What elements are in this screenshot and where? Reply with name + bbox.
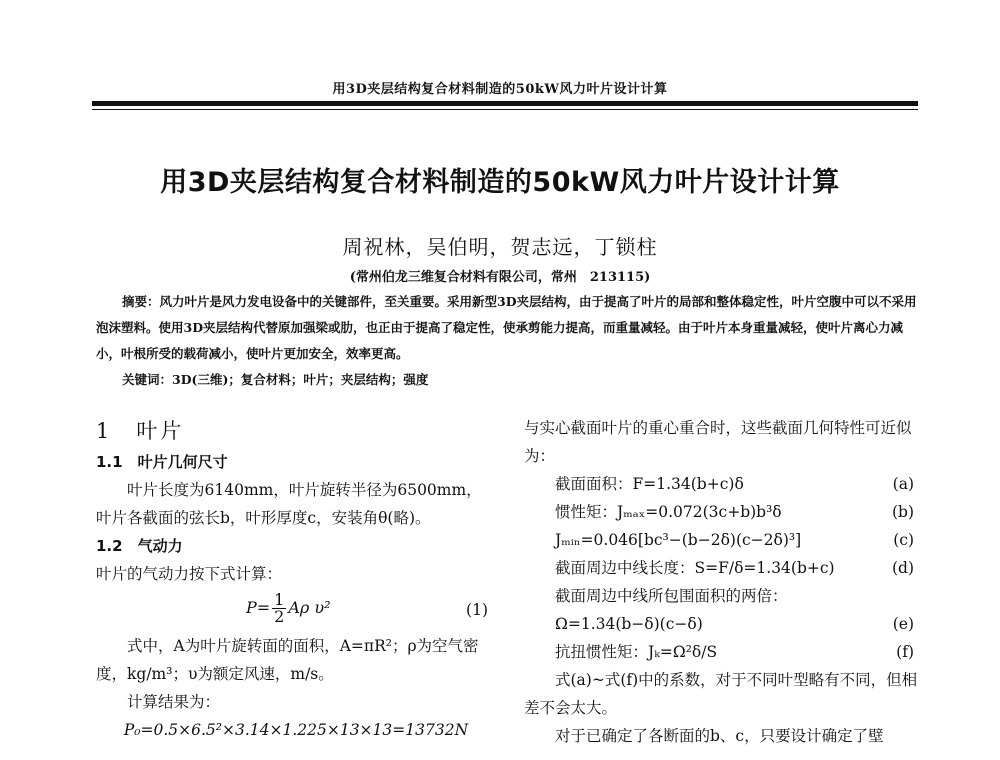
equation-text: 截面周边中线长度：S=F/δ=1.34(b+c) [555, 559, 835, 577]
equation-row [524, 554, 918, 582]
right-intro: 与实心截面叶片的重心重合时，这些截面几何特性可近似为： [524, 419, 912, 465]
section-1-1-heading: 1.1 叶片几何尺寸 [96, 453, 228, 471]
section-1-heading: 1 叶片 [96, 419, 185, 443]
equation-row [524, 638, 918, 666]
last-line: 对于已确定了各断面的b、c，只要设计确定了壁 [555, 727, 884, 745]
keywords: 关键词：3D(三维)；复合材料；叶片；夹层结构；强度 [122, 372, 429, 387]
equation-row [524, 582, 918, 610]
equation-text: 截面周边中线所包围面积的两倍： [555, 587, 788, 605]
equation-row [524, 470, 918, 498]
left-column [96, 414, 496, 744]
coefficient-remark: 式(a)~式(f)中的系数，对于不同叶型略有不同，但相差不会太大。 [524, 671, 918, 717]
equation-text: Jₘᵢₙ=0.046[bc³−(b−2δ)(c−2δ)³] [555, 531, 802, 549]
equation-text: 惯性矩：Jₘₐₓ=0.072(3c+b)b³δ [555, 503, 782, 521]
formula-1 [96, 588, 496, 632]
formula-1-lhs: P= [246, 598, 271, 617]
equation-tag: (b) [891, 503, 914, 521]
result-intro: 计算结果为： [127, 693, 221, 711]
equation-tag: (c) [893, 531, 914, 549]
equation-tag: (e) [892, 615, 914, 633]
equation-text: Ω=1.34(b−δ)(c−δ) [555, 615, 703, 633]
equation-row [524, 498, 918, 526]
formula-1-rhs: Aρ υ² [288, 598, 331, 617]
affiliation: (常州伯龙三维复合材料有限公司，常州 213115) [349, 270, 651, 285]
formula-1-numerator: 1 [274, 590, 285, 609]
abstract-block [96, 289, 918, 393]
formula-1-fraction [272, 592, 286, 625]
equation-tag: (d) [891, 559, 914, 577]
equation-list [524, 470, 918, 666]
abstract-text: 摘要：风力叶片是风力发电设备中的关键部件，至关重要。采用新型3D夹层结构，由于提高了叶片的局部和整体稳定性，叶片空腹中可以不采用泡沫塑料。使用3D夹层结构代替原加强梁或肋，也正由于提高了稳定性，使承剪能力提高，而重量减轻。由于叶片本身重量减轻，使叶片离心力减小，叶根所受的载荷减小，使叶片更加安全，效率更高。 [96, 294, 917, 361]
authors: 周祝林，吴伯明，贺志远，丁锁柱 [342, 235, 658, 259]
formula-1-tag: (1) [466, 601, 488, 619]
equation-row [524, 610, 918, 638]
header-rule-thick [92, 101, 918, 106]
section-1-1-text: 叶片长度为6140mm，叶片旋转半径为6500mm，叶片各截面的弦长b，叶形厚度c，安装角θ(略)。 [96, 481, 482, 527]
running-header: 用3D夹层结构复合材料制造的50kW风力叶片设计计算 [332, 82, 668, 97]
right-column [524, 414, 918, 750]
formula-1-expression [246, 592, 331, 625]
equation-tag: (f) [896, 643, 914, 661]
section-1-2-intro: 叶片的气动力按下式计算： [96, 565, 283, 583]
equation-row [524, 526, 918, 554]
paper-title: 用3D夹层结构复合材料制造的50kW风力叶片设计计算 [160, 167, 840, 198]
equation-text: 抗扭惯性矩：Jₖ=Ω²δ/S [555, 643, 718, 661]
equation-text: 截面面积：F=1.34(b+c)δ [555, 475, 744, 493]
section-1-2-heading: 1.2 气动力 [96, 537, 183, 555]
header-rule-thin [92, 109, 918, 110]
formula-1-denominator: 2 [274, 607, 285, 626]
where-text: 式中，A为叶片旋转面的面积，A=πR²；ρ为空气密度，kg/m³；υ为额定风速，m/s。 [96, 637, 479, 683]
result-formula: P₀=0.5×6.5²×3.14×1.225×13×13=13732N [123, 721, 469, 739]
equation-tag: (a) [892, 475, 914, 493]
